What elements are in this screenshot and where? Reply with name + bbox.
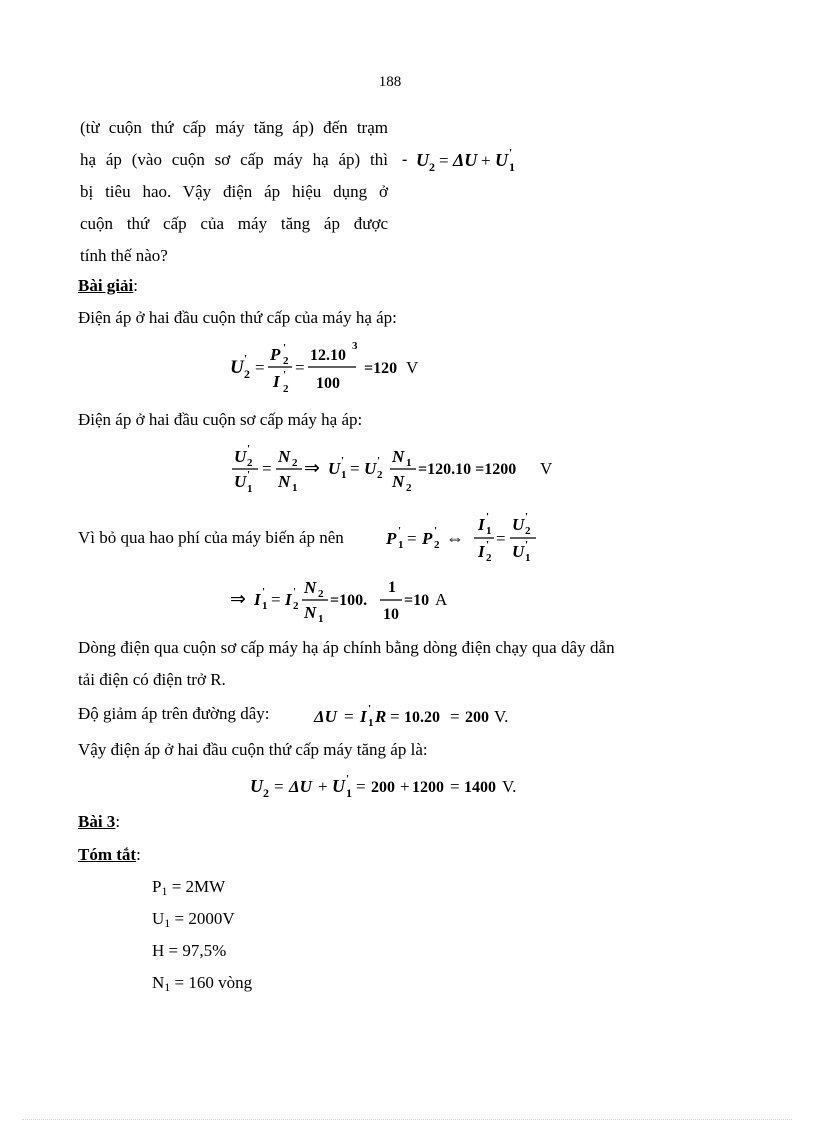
svg-text:⇔: ⇔ [446,528,464,548]
svg-text:2: 2 [377,469,383,481]
colon: : [115,812,121,831]
intro-line: bị tiêu hao. Vậy điện áp hiệu dụng ở [80,182,388,201]
svg-text:I: I [254,590,261,609]
svg-text:': ' [398,525,402,537]
svg-text:1200: 1200 [412,779,444,796]
svg-text:2: 2 [263,786,269,800]
svg-text:U: U [230,357,244,378]
svg-text:U: U [364,459,377,478]
svg-text:U: U [234,447,247,466]
svg-text:N: N [278,472,291,491]
svg-text:N: N [304,603,317,622]
paragraph-current-2: tải điện có điện trở R. [78,670,226,689]
svg-text:=: = [274,777,284,796]
svg-text:': ' [283,342,287,354]
svg-text:P: P [422,529,433,548]
svg-text:ΔU: ΔU [289,777,312,796]
svg-text:1: 1 [368,717,374,729]
equation-i1-prime [228,574,468,635]
svg-text:U: U [495,150,508,170]
svg-text:2: 2 [283,355,289,367]
svg-text:=: = [439,151,449,170]
svg-text:=: = [356,777,366,796]
svg-text:': ' [244,353,248,365]
intro-line: cuộn thứ cấp của máy tăng áp được [80,214,388,233]
svg-text:U: U [234,472,247,491]
svg-text:2: 2 [283,383,289,395]
svg-text:1: 1 [341,469,347,481]
svg-text:2: 2 [486,552,492,564]
eq3-tail: =10 [404,592,430,609]
summary-heading [78,845,141,865]
eq1-unit: V [406,358,419,377]
equation-voltage-drop [312,700,512,735]
svg-text:=: = [344,707,354,726]
svg-text:': ' [486,539,490,551]
svg-text:1400: 1400 [464,779,496,796]
svg-text:2: 2 [429,160,435,174]
paragraph-no-loss: Vì bỏ qua hao phí của máy biến áp nên [78,528,344,547]
eq2-result: =120.10 =1200 [418,461,517,478]
eq3-ten: 10 [383,606,399,623]
svg-text:12.10: 12.10 [310,347,346,364]
svg-text:P: P [386,529,397,548]
svg-text:2: 2 [247,457,253,469]
svg-text:I: I [273,372,280,391]
page-bottom-rule [22,1119,792,1120]
svg-text:N: N [392,472,405,491]
svg-text:2: 2 [525,525,531,537]
eq3-result: =100. [330,592,368,609]
paragraph-secondary-down: Điện áp ở hai đầu cuộn thứ cấp của máy hạ áp: [78,308,397,327]
svg-text:1: 1 [262,600,268,612]
eq5-unit: V. [502,777,517,796]
svg-text:N: N [278,447,291,466]
svg-text:ΔU: ΔU [453,150,478,170]
summary-item: $U_1 = 2000V$ [152,909,235,930]
svg-text:': ' [341,455,345,467]
svg-text:': ' [525,539,529,551]
svg-text:=: = [350,459,360,478]
svg-text:U: U [416,150,429,170]
equation-u2-final [248,770,538,807]
svg-text:U: U [328,459,341,478]
svg-text:U: U [332,776,345,796]
svg-text:⇒: ⇒ [230,589,246,610]
svg-text:': ' [525,511,529,523]
svg-text:': ' [486,511,490,523]
svg-text:=: = [450,777,460,796]
summary-item: $P_1 = 2MW$ [152,877,226,898]
summary-item: H = 97,5% [152,941,227,960]
svg-text:': ' [293,586,297,598]
eq3-unit: A [435,590,448,609]
svg-text:2: 2 [244,367,250,381]
eq4-unit: V. [494,707,509,726]
voltage-drop-label: Độ giảm áp trên đường dây: [78,704,270,723]
paragraph-current-1: Dòng điện qua cuộn sơ cấp máy hạ áp chính bằng dòng điện chạy qua dây dẫn [78,638,615,657]
svg-text:1: 1 [509,160,515,174]
svg-text:U: U [512,515,525,534]
equation-power-balance [384,508,544,571]
svg-text:1: 1 [292,482,298,494]
paragraph-primary-down: Điện áp ở hai đầu cuộn sơ cấp máy hạ áp: [78,410,363,429]
intro-line: tính thế nào? [80,246,168,265]
svg-text:U: U [512,542,525,561]
svg-text:I: I [478,515,485,534]
page-number: 188 [378,74,402,90]
svg-text:': ' [262,586,266,598]
svg-text:2: 2 [406,482,412,494]
eq3-one: 1 [388,579,396,596]
svg-text:': ' [283,369,287,381]
svg-text:': ' [368,703,372,715]
svg-text:1: 1 [346,786,352,800]
svg-text:200: 200 [465,709,489,726]
svg-text:200: 200 [371,779,395,796]
svg-text:+: + [318,777,328,796]
svg-text:=: = [255,358,265,377]
svg-text:N: N [304,578,317,597]
svg-text:R: R [375,707,387,726]
svg-text:1: 1 [398,539,404,551]
equation-u2-prime [228,340,428,401]
eq1-result: =120 [364,360,398,377]
svg-text:I: I [478,542,485,561]
summary-item: $N_1 = 160$ vòng [152,973,253,994]
svg-text:': ' [247,469,251,481]
svg-text:+: + [400,777,410,796]
paragraph-conclusion: Vậy điện áp ở hai đầu cuộn thứ cấp máy tăng áp là: [78,740,428,759]
svg-text:1: 1 [486,525,492,537]
svg-text:1: 1 [318,613,324,625]
svg-text:N: N [392,447,405,466]
svg-text:1: 1 [406,457,412,469]
svg-text:=: = [271,590,281,609]
svg-text:2: 2 [293,600,299,612]
svg-text:=: = [262,459,272,478]
svg-text:': ' [377,455,381,467]
svg-text:ΔU: ΔU [314,707,337,726]
svg-text:=: = [407,529,417,548]
paragraph-voltage-drop [78,704,269,724]
svg-text:': ' [346,773,350,785]
svg-text:': ' [434,525,438,537]
svg-text:1: 1 [525,552,531,564]
svg-text:+: + [481,151,491,170]
intro-line: (từ cuộn thứ cấp máy tăng áp) đến trạm [80,118,388,137]
svg-text:U: U [250,776,263,796]
svg-text:=: = [450,707,460,726]
colon: : [133,276,138,295]
side-formula [400,144,530,181]
svg-text:=: = [295,358,305,377]
svg-text:10.20: 10.20 [404,709,440,726]
eq2-unit: V [540,459,553,478]
svg-text:3: 3 [352,340,358,352]
colon: : [136,845,141,864]
side-formula-dash: - [402,151,408,168]
solution-heading [78,276,138,296]
svg-text:I: I [360,707,367,726]
svg-text:1: 1 [247,483,253,495]
svg-text:⇒: ⇒ [304,458,320,479]
svg-text:I: I [285,590,292,609]
svg-text:2: 2 [434,539,440,551]
solution-heading-text: Bài giải [78,276,134,295]
summary-heading-text: Tóm tắt [78,845,137,864]
exercise-heading-text: Bài 3 [78,812,116,831]
exercise-heading [78,812,120,832]
svg-text:=: = [496,529,506,548]
svg-text:=: = [390,707,400,726]
svg-text:2: 2 [292,457,298,469]
intro-line: hạ áp (vào cuộn sơ cấp máy hạ áp) thì [80,150,388,169]
svg-text:': ' [509,147,513,159]
svg-text:P: P [270,345,281,364]
equation-u1-prime [232,440,572,501]
svg-text:100: 100 [316,375,340,392]
svg-text:': ' [247,443,251,455]
svg-text:2: 2 [318,588,324,600]
